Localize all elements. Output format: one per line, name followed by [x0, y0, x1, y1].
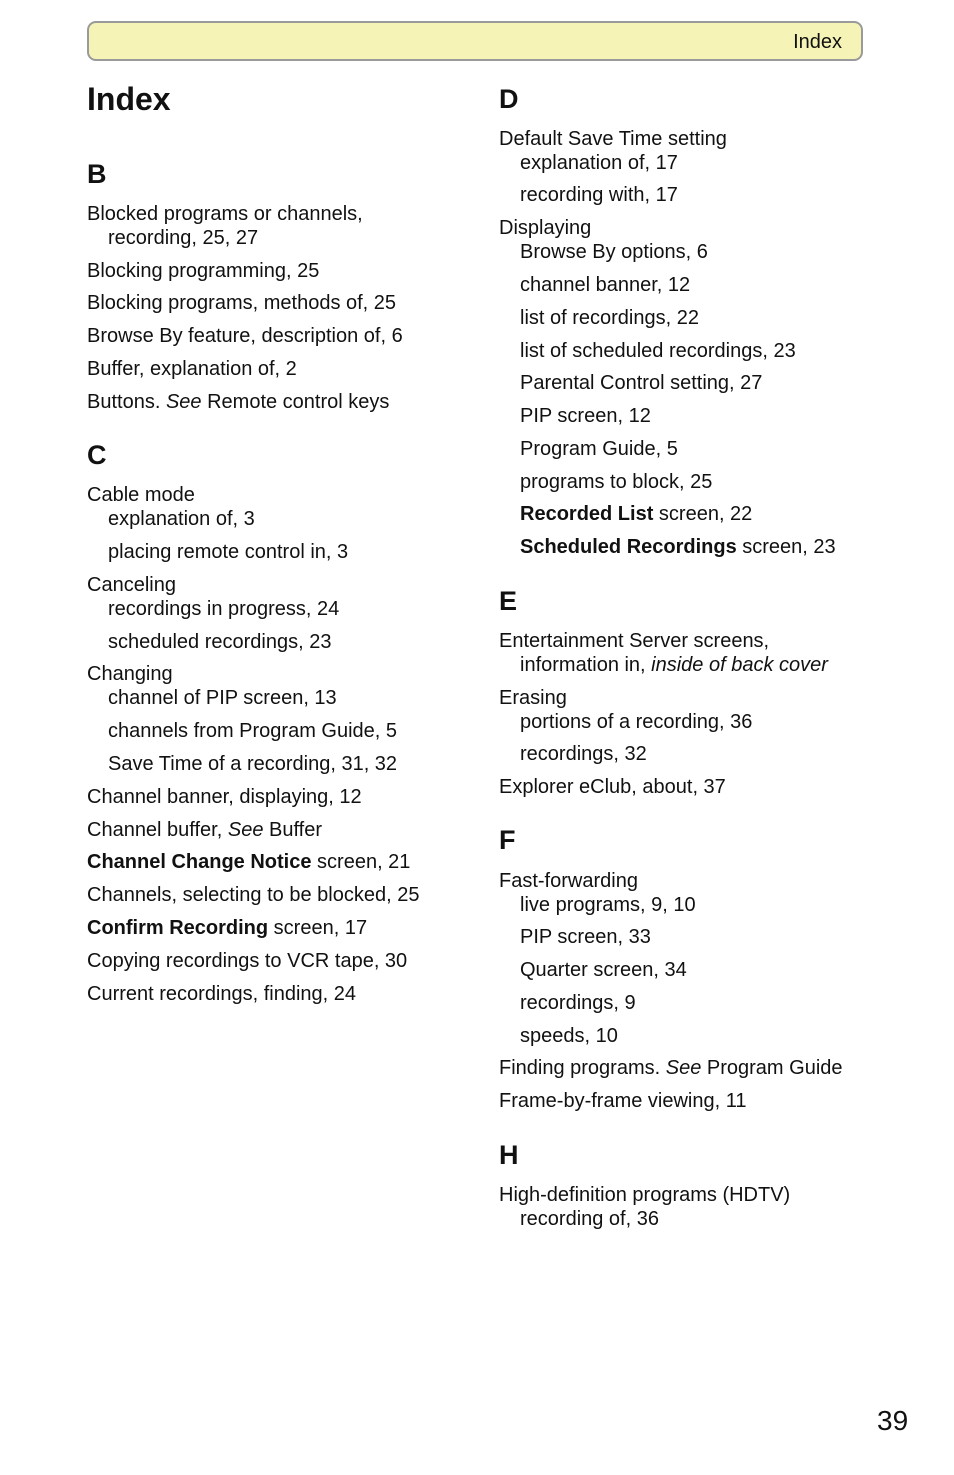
- index-entry: Erasing: [499, 687, 567, 709]
- screen-name: Recorded List: [520, 503, 654, 525]
- index-subentry: recordings in progress, 24: [108, 598, 340, 620]
- index-subentry: Browse By options, 6: [520, 241, 708, 263]
- index-entry: Changing: [87, 663, 173, 685]
- index-entry: Blocking programming, 25: [87, 260, 320, 282]
- running-header-label: Index: [793, 31, 842, 53]
- page-title: Index: [87, 81, 171, 117]
- index-subentry: [499, 502, 752, 526]
- entry-text: screen, 17: [268, 917, 368, 939]
- entry-text: screen, 23: [736, 536, 836, 558]
- see-reference: See: [165, 391, 202, 413]
- screen-name: Scheduled Recordings: [520, 536, 737, 558]
- section-letter-d: D: [499, 84, 519, 114]
- index-entry: Copying recordings to VCR tape, 30: [87, 950, 408, 972]
- location-reference: inside of back cover: [651, 654, 828, 676]
- entry-text: Buffer: [263, 819, 323, 841]
- index-entry: High-definition programs (HDTV): [499, 1184, 791, 1206]
- index-entry: Blocking programs, methods of, 25: [87, 292, 397, 314]
- index-subentry: programs to block, 25: [520, 471, 713, 493]
- index-entry: [87, 390, 389, 414]
- entry-text: Remote control keys: [201, 391, 390, 413]
- index-entry: Entertainment Server screens,: [499, 630, 770, 652]
- index-subentry: PIP screen, 33: [520, 926, 651, 948]
- index-entry: Channels, selecting to be blocked, 25: [87, 884, 420, 906]
- index-entry: [87, 818, 322, 842]
- index-subentry: explanation of, 17: [520, 152, 678, 174]
- entry-text: Finding programs.: [499, 1057, 666, 1079]
- entry-text: Channel buffer,: [87, 819, 228, 841]
- index-subentry: scheduled recordings, 23: [108, 631, 332, 653]
- index-subentry: portions of a recording, 36: [520, 711, 753, 733]
- entry-text: information in,: [520, 654, 652, 676]
- index-subentry: explanation of, 3: [108, 508, 255, 530]
- index-entry: [87, 916, 367, 940]
- index-subentry: recordings, 32: [520, 743, 647, 765]
- index-entry: Frame-by-frame viewing, 11: [499, 1090, 747, 1112]
- index-entry: Canceling: [87, 574, 176, 596]
- index-entry: Channel banner, displaying, 12: [87, 786, 362, 808]
- entry-text: screen, 22: [653, 503, 753, 525]
- index-subentry: Save Time of a recording, 31, 32: [108, 753, 398, 775]
- screen-name: Confirm Recording: [87, 917, 269, 939]
- index-subentry: placing remote control in, 3: [108, 541, 349, 563]
- index-subentry: channel of PIP screen, 13: [108, 687, 337, 709]
- index-subentry: speeds, 10: [520, 1025, 618, 1047]
- index-entry: Current recordings, finding, 24: [87, 983, 357, 1005]
- index-entry: Fast-forwarding: [499, 870, 638, 892]
- index-subentry: [499, 653, 828, 677]
- index-entry: [499, 1056, 843, 1080]
- index-subentry: channels from Program Guide, 5: [108, 720, 398, 742]
- index-subentry: PIP screen, 12: [520, 405, 651, 427]
- index-subentry: Program Guide, 5: [520, 438, 678, 460]
- index-subentry: recordings, 9: [520, 992, 636, 1014]
- index-entry: Buffer, explanation of, 2: [87, 358, 297, 380]
- index-subentry: recording with, 17: [520, 184, 678, 206]
- index-subentry: recording, 25, 27: [108, 227, 259, 249]
- index-entry: Cable mode: [87, 484, 195, 506]
- index-subentry: list of recordings, 22: [520, 307, 699, 329]
- index-entry: Explorer eClub, about, 37: [499, 776, 726, 798]
- section-letter-h: H: [499, 1140, 519, 1170]
- index-subentry: channel banner, 12: [520, 274, 691, 296]
- section-letter-c: C: [87, 440, 107, 470]
- index-entry: Blocked programs or channels,: [87, 203, 363, 225]
- index-subentry: Parental Control setting, 27: [520, 372, 763, 394]
- section-letter-b: B: [87, 159, 107, 189]
- entry-text: screen, 21: [311, 851, 411, 873]
- index-subentry: [499, 535, 836, 559]
- entry-text: Buttons.: [87, 391, 166, 413]
- index-subentry: live programs, 9, 10: [520, 894, 696, 916]
- index-entry: Browse By feature, description of, 6: [87, 325, 403, 347]
- section-letter-f: F: [499, 825, 516, 855]
- index-subentry: recording of, 36: [520, 1208, 659, 1230]
- running-header-bar: [87, 21, 863, 61]
- index-subentry: list of scheduled recordings, 23: [520, 340, 796, 362]
- see-reference: See: [665, 1057, 702, 1079]
- entry-text: Program Guide: [701, 1057, 843, 1079]
- section-letter-e: E: [499, 586, 518, 616]
- page-number: 39: [877, 1405, 909, 1436]
- see-reference: See: [227, 819, 264, 841]
- index-entry: [87, 850, 410, 874]
- index-entry: Displaying: [499, 217, 592, 239]
- index-subentry: Quarter screen, 34: [520, 959, 687, 981]
- index-entry: Default Save Time setting: [499, 128, 727, 150]
- screen-name: Channel Change Notice: [87, 851, 312, 873]
